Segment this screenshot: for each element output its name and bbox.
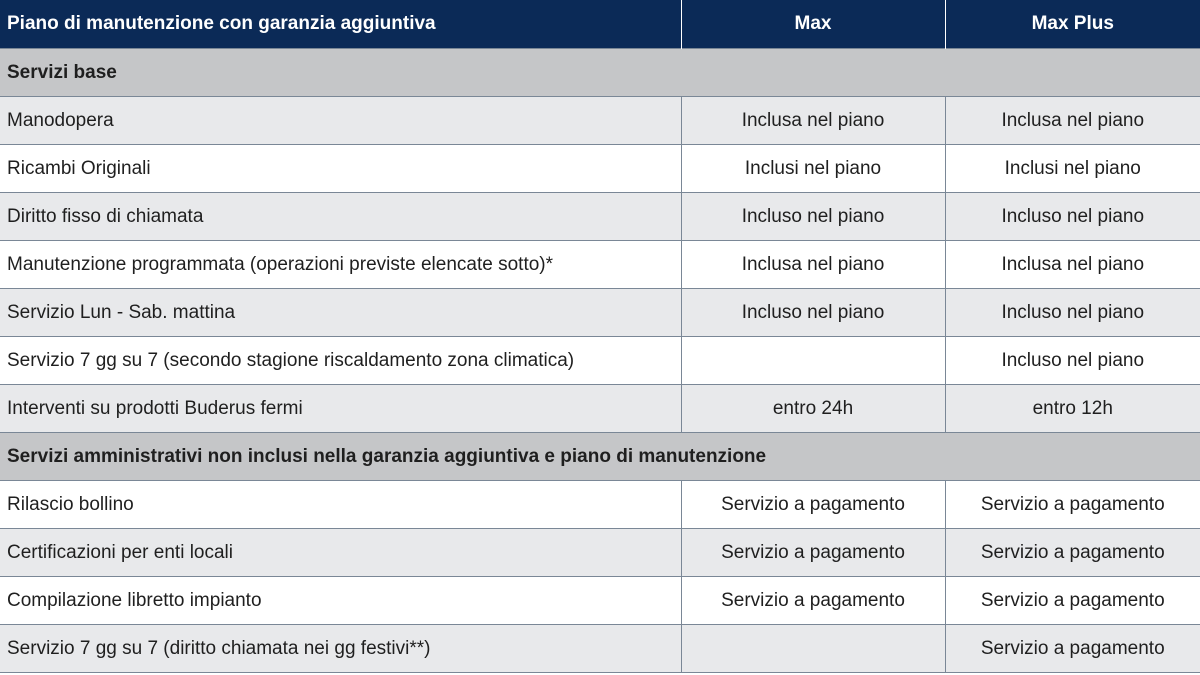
- table-row: [0, 625, 1200, 673]
- row-label: Ricambi Originali: [0, 145, 681, 193]
- cell-max: Servizio a pagamento: [681, 529, 945, 577]
- row-label: Servizio 7 gg su 7 (secondo stagione riscaldamento zona climatica): [0, 337, 681, 385]
- table-row: [0, 193, 1200, 241]
- section-title: Servizi base: [0, 49, 1200, 97]
- table-row: [0, 241, 1200, 289]
- table-row: [0, 337, 1200, 385]
- cell-max-plus: Inclusa nel piano: [945, 97, 1200, 145]
- cell-max: entro 24h: [681, 385, 945, 433]
- section-header-row: [0, 433, 1200, 481]
- row-label: Manutenzione programmata (operazioni previste elencate sotto)*: [0, 241, 681, 289]
- row-label: Manodopera: [0, 97, 681, 145]
- table-row: [0, 481, 1200, 529]
- row-label: Rilascio bollino: [0, 481, 681, 529]
- cell-max: Incluso nel piano: [681, 193, 945, 241]
- row-label: Compilazione libretto impianto: [0, 577, 681, 625]
- cell-max-plus: entro 12h: [945, 385, 1200, 433]
- header-title: Piano di manutenzione con garanzia aggiuntiva: [0, 0, 681, 49]
- table-row: [0, 145, 1200, 193]
- table-row: [0, 385, 1200, 433]
- cell-max: Inclusi nel piano: [681, 145, 945, 193]
- cell-max: Inclusa nel piano: [681, 241, 945, 289]
- header-col-max: Max: [681, 0, 945, 49]
- table-row: [0, 577, 1200, 625]
- table-row: [0, 289, 1200, 337]
- cell-max-plus: Inclusa nel piano: [945, 241, 1200, 289]
- section-title: Servizi amministrativi non inclusi nella garanzia aggiuntiva e piano di manutenzione: [0, 433, 1200, 481]
- cell-max: [681, 625, 945, 673]
- cell-max: Incluso nel piano: [681, 289, 945, 337]
- row-label: Servizio 7 gg su 7 (diritto chiamata nei gg festivi**): [0, 625, 681, 673]
- cell-max: [681, 337, 945, 385]
- row-label: Servizio Lun - Sab. mattina: [0, 289, 681, 337]
- cell-max-plus: Incluso nel piano: [945, 337, 1200, 385]
- section-header-row: [0, 49, 1200, 97]
- cell-max-plus: Incluso nel piano: [945, 289, 1200, 337]
- cell-max: Servizio a pagamento: [681, 577, 945, 625]
- row-label: Interventi su prodotti Buderus fermi: [0, 385, 681, 433]
- header-col-max-plus: Max Plus: [945, 0, 1200, 49]
- table-row: [0, 529, 1200, 577]
- cell-max-plus: Servizio a pagamento: [945, 577, 1200, 625]
- cell-max-plus: Servizio a pagamento: [945, 529, 1200, 577]
- row-label: Diritto fisso di chiamata: [0, 193, 681, 241]
- cell-max-plus: Incluso nel piano: [945, 193, 1200, 241]
- cell-max: Inclusa nel piano: [681, 97, 945, 145]
- cell-max-plus: Servizio a pagamento: [945, 481, 1200, 529]
- cell-max-plus: Inclusi nel piano: [945, 145, 1200, 193]
- cell-max: Servizio a pagamento: [681, 481, 945, 529]
- table-header-row: [0, 0, 1200, 49]
- table-row: [0, 97, 1200, 145]
- row-label: Certificazioni per enti locali: [0, 529, 681, 577]
- cell-max-plus: Servizio a pagamento: [945, 625, 1200, 673]
